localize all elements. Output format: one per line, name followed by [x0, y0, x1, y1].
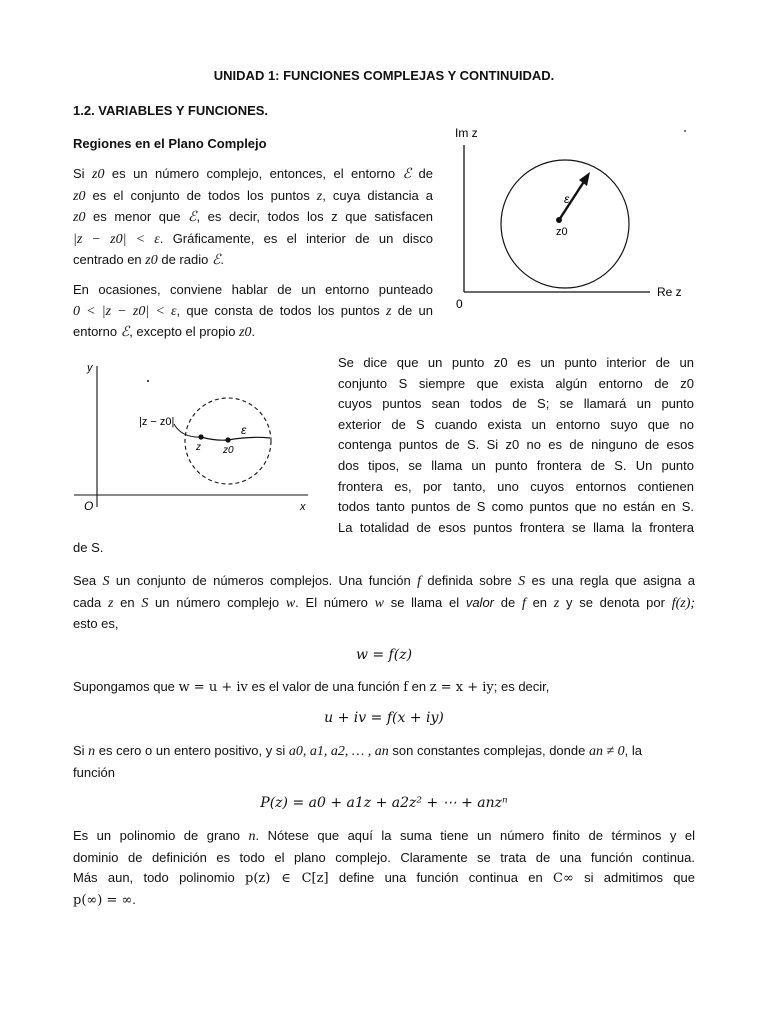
- figure-punctured-neighborhood: [70, 352, 320, 522]
- equation-polynomial: P(z) = a0 + a1z + a2z² + ⋯ + anzⁿ: [260, 795, 508, 811]
- paragraph-u-iv: Supongamos que w = u + iv es el valor de una función f en z = x + iy; es decir,: [73, 679, 550, 695]
- z0-label: z0: [556, 226, 568, 238]
- subsection-heading: Regiones en el Plano Complejo: [73, 136, 267, 151]
- origin-label: O: [84, 499, 94, 513]
- x-axis-label: x: [300, 501, 306, 513]
- re-axis-label: Re z: [657, 285, 682, 299]
- radius-curve: [201, 437, 270, 440]
- neighborhood-circle: [501, 160, 629, 288]
- speck: [684, 130, 686, 132]
- im-axis-label: Im z: [455, 126, 478, 140]
- paragraph-interior-tail: de S.: [73, 540, 104, 555]
- paragraph-polynomial-intro: Si n es cero o un entero positivo, y si a0, a1, a2, … , an son constantes complejas, donde an ≠ 0, la función: [73, 743, 642, 780]
- point-z: [198, 434, 203, 439]
- arrowhead: [579, 172, 590, 186]
- speck-dot: [147, 380, 149, 382]
- document-title: UNIDAD 1: FUNCIONES COMPLEJAS Y CONTINUIDAD.: [213, 68, 555, 83]
- paragraph-interior-exterior: Se dice que un punto z0 es un punto interior de un conjunto S siempre que exista algún entorno de z0 cuyos puntos sean todos de S; se llamará un punto exterior de S cuando exista un entorno suyo que no contenga puntos de S. Si z0 no es de ninguno de esos dos tipos, se llama un punto frontera de S. Un punto frontera es, por tanto, uno cuyos entornos contienen todos tanto puntos de S como puntos que no están en S. La totalidad de esos puntos frontera se llama la frontera: [338, 355, 694, 535]
- epsilon-label: ε: [241, 423, 247, 437]
- origin-label: 0: [456, 297, 463, 311]
- paragraph-polynomial-continuity: Es un polinomio de grano n. Nótese que aquí la suma tiene un número finito de términos y el dominio de definición es todo el plano complejo. Claramente se trata de una función continua. Más aun, todo polinomio p(z) ∈ C[z] define una función continua en C∞ si admitimos que p(∞) = ∞.: [73, 828, 695, 908]
- epsilon-label: ε: [564, 192, 570, 206]
- distance-label: |z − z0|: [139, 416, 175, 428]
- equation-w-fz: w = f(z): [355, 647, 413, 663]
- paragraph-entorno: Si z0 es un número complejo, entonces, el entorno ℰ de z0 es el conjunto de todos los puntos z, cuya distancia a z0 es menor que ℰ, es decir, todos los z que satisfacen |z − z0| < ε. Gráficamente, es el interior de un disco centrado en z0 de radio ℰ.: [73, 166, 434, 269]
- point-z0: [225, 437, 230, 442]
- equation-u-iv: u + iv = f(x + iy): [324, 710, 444, 726]
- y-axis-label: y: [87, 362, 93, 374]
- paragraph-entorno-punteado: En ocasiones, conviene hablar de un entorno punteado 0 < |z − z0| < ε, que consta de todos los puntos z de un entorno ℰ, excepto el propio z0.: [73, 282, 433, 341]
- z-label: z: [196, 442, 201, 453]
- paragraph-function-def: Sea S un conjunto de números complejos. Una función f definida sobre S es una regla que asigna a cada z en S un número complejo w. El número w se llama el valor de f en z y se denota por f(z); esto es,: [73, 573, 696, 632]
- section-heading: 1.2. VARIABLES Y FUNCIONES.: [73, 103, 269, 118]
- center-point: [556, 217, 562, 223]
- radius-arrow: [559, 180, 585, 220]
- figure-neighborhood-disc: [440, 120, 700, 315]
- z0-label: z0: [223, 445, 234, 456]
